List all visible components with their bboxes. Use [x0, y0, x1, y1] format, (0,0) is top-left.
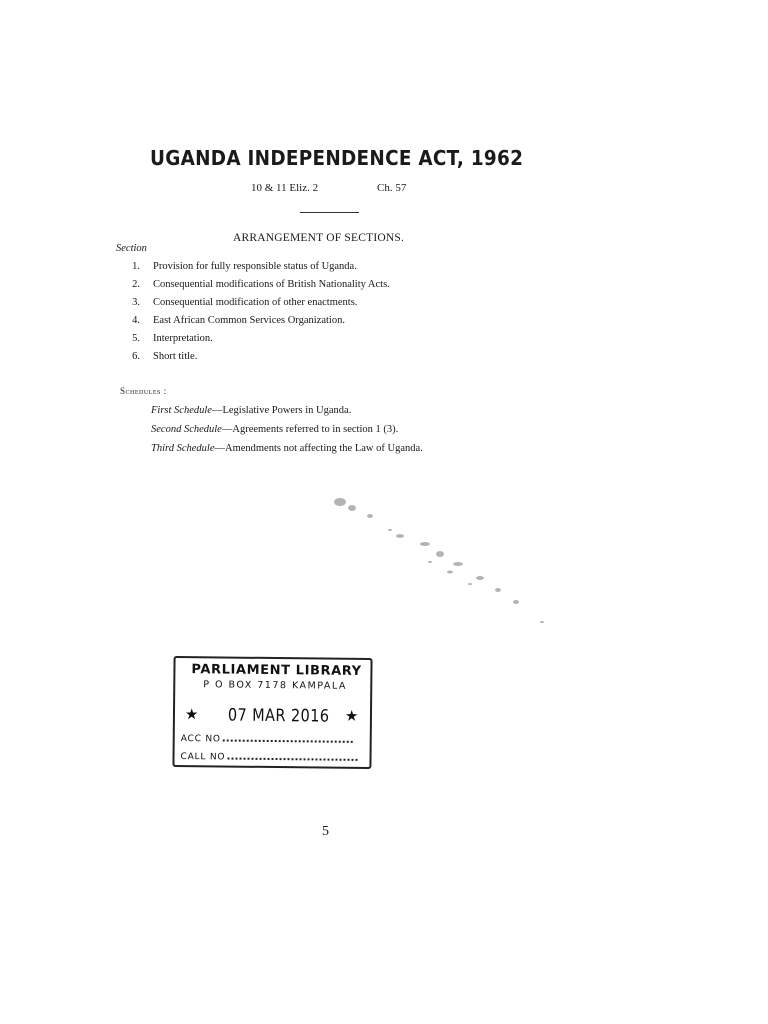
stamp-address: P O BOX 7178 KAMPALA: [203, 679, 347, 692]
section-title: Interpretation.: [153, 333, 213, 344]
star-icon: ★: [344, 706, 359, 725]
call-no-label: CALL NO: [180, 752, 226, 763]
section-column-label: Section: [116, 243, 147, 254]
section-number: 5.: [132, 333, 140, 344]
schedule-description: —Amendments not affecting the Law of Uganda.: [214, 443, 423, 454]
section-title: Consequential modifications of British Nationality Acts.: [153, 279, 390, 290]
library-stamp: [172, 656, 372, 769]
stamp-call-no: [180, 749, 357, 764]
section-number: 4.: [132, 315, 140, 326]
schedule-description: —Agreements referred to in section 1 (3).: [221, 424, 399, 435]
stamp-date: 07 MAR 2016: [227, 705, 330, 727]
faded-stamp-mark: [330, 492, 550, 632]
divider-rule: [300, 212, 359, 213]
section-title: Consequential modification of other enactments.: [153, 297, 358, 308]
arrangement-heading: ARRANGEMENT OF SECTIONS.: [233, 232, 405, 244]
stamp-library-name: PARLIAMENT LIBRARY: [191, 662, 362, 679]
schedules-label: Schedules :: [120, 386, 167, 396]
section-title: East African Common Services Organization.: [153, 315, 345, 326]
schedule-item: [151, 405, 423, 424]
acc-no-label: ACC NO: [180, 734, 221, 745]
section-number: 6.: [132, 351, 140, 362]
document-title: UGANDA INDEPENDENCE ACT, 1962: [150, 146, 524, 170]
schedule-item: [151, 443, 423, 462]
section-title: Provision for fully responsible status of Uganda.: [153, 261, 357, 272]
star-icon: ★: [184, 705, 199, 724]
citation-chapter: Ch. 57: [377, 182, 407, 194]
schedule-name: Third Schedule: [151, 443, 215, 454]
section-number: 3.: [132, 297, 140, 308]
section-number: 2.: [132, 279, 140, 290]
schedule-name: First Schedule: [151, 405, 212, 416]
section-title: Short title.: [153, 351, 198, 362]
schedule-description: —Legislative Powers in Uganda.: [211, 405, 352, 416]
call-no-blank: [227, 750, 357, 761]
page-number: 5: [322, 824, 329, 839]
schedule-name: Second Schedule: [151, 424, 222, 435]
section-number: 1.: [132, 261, 140, 272]
schedule-item: [151, 424, 423, 443]
acc-no-blank: [223, 731, 353, 742]
citation-regnal-year: 10 & 11 Eliz. 2: [251, 182, 319, 194]
schedules-list: [151, 405, 423, 462]
stamp-acc-no: [181, 731, 353, 746]
